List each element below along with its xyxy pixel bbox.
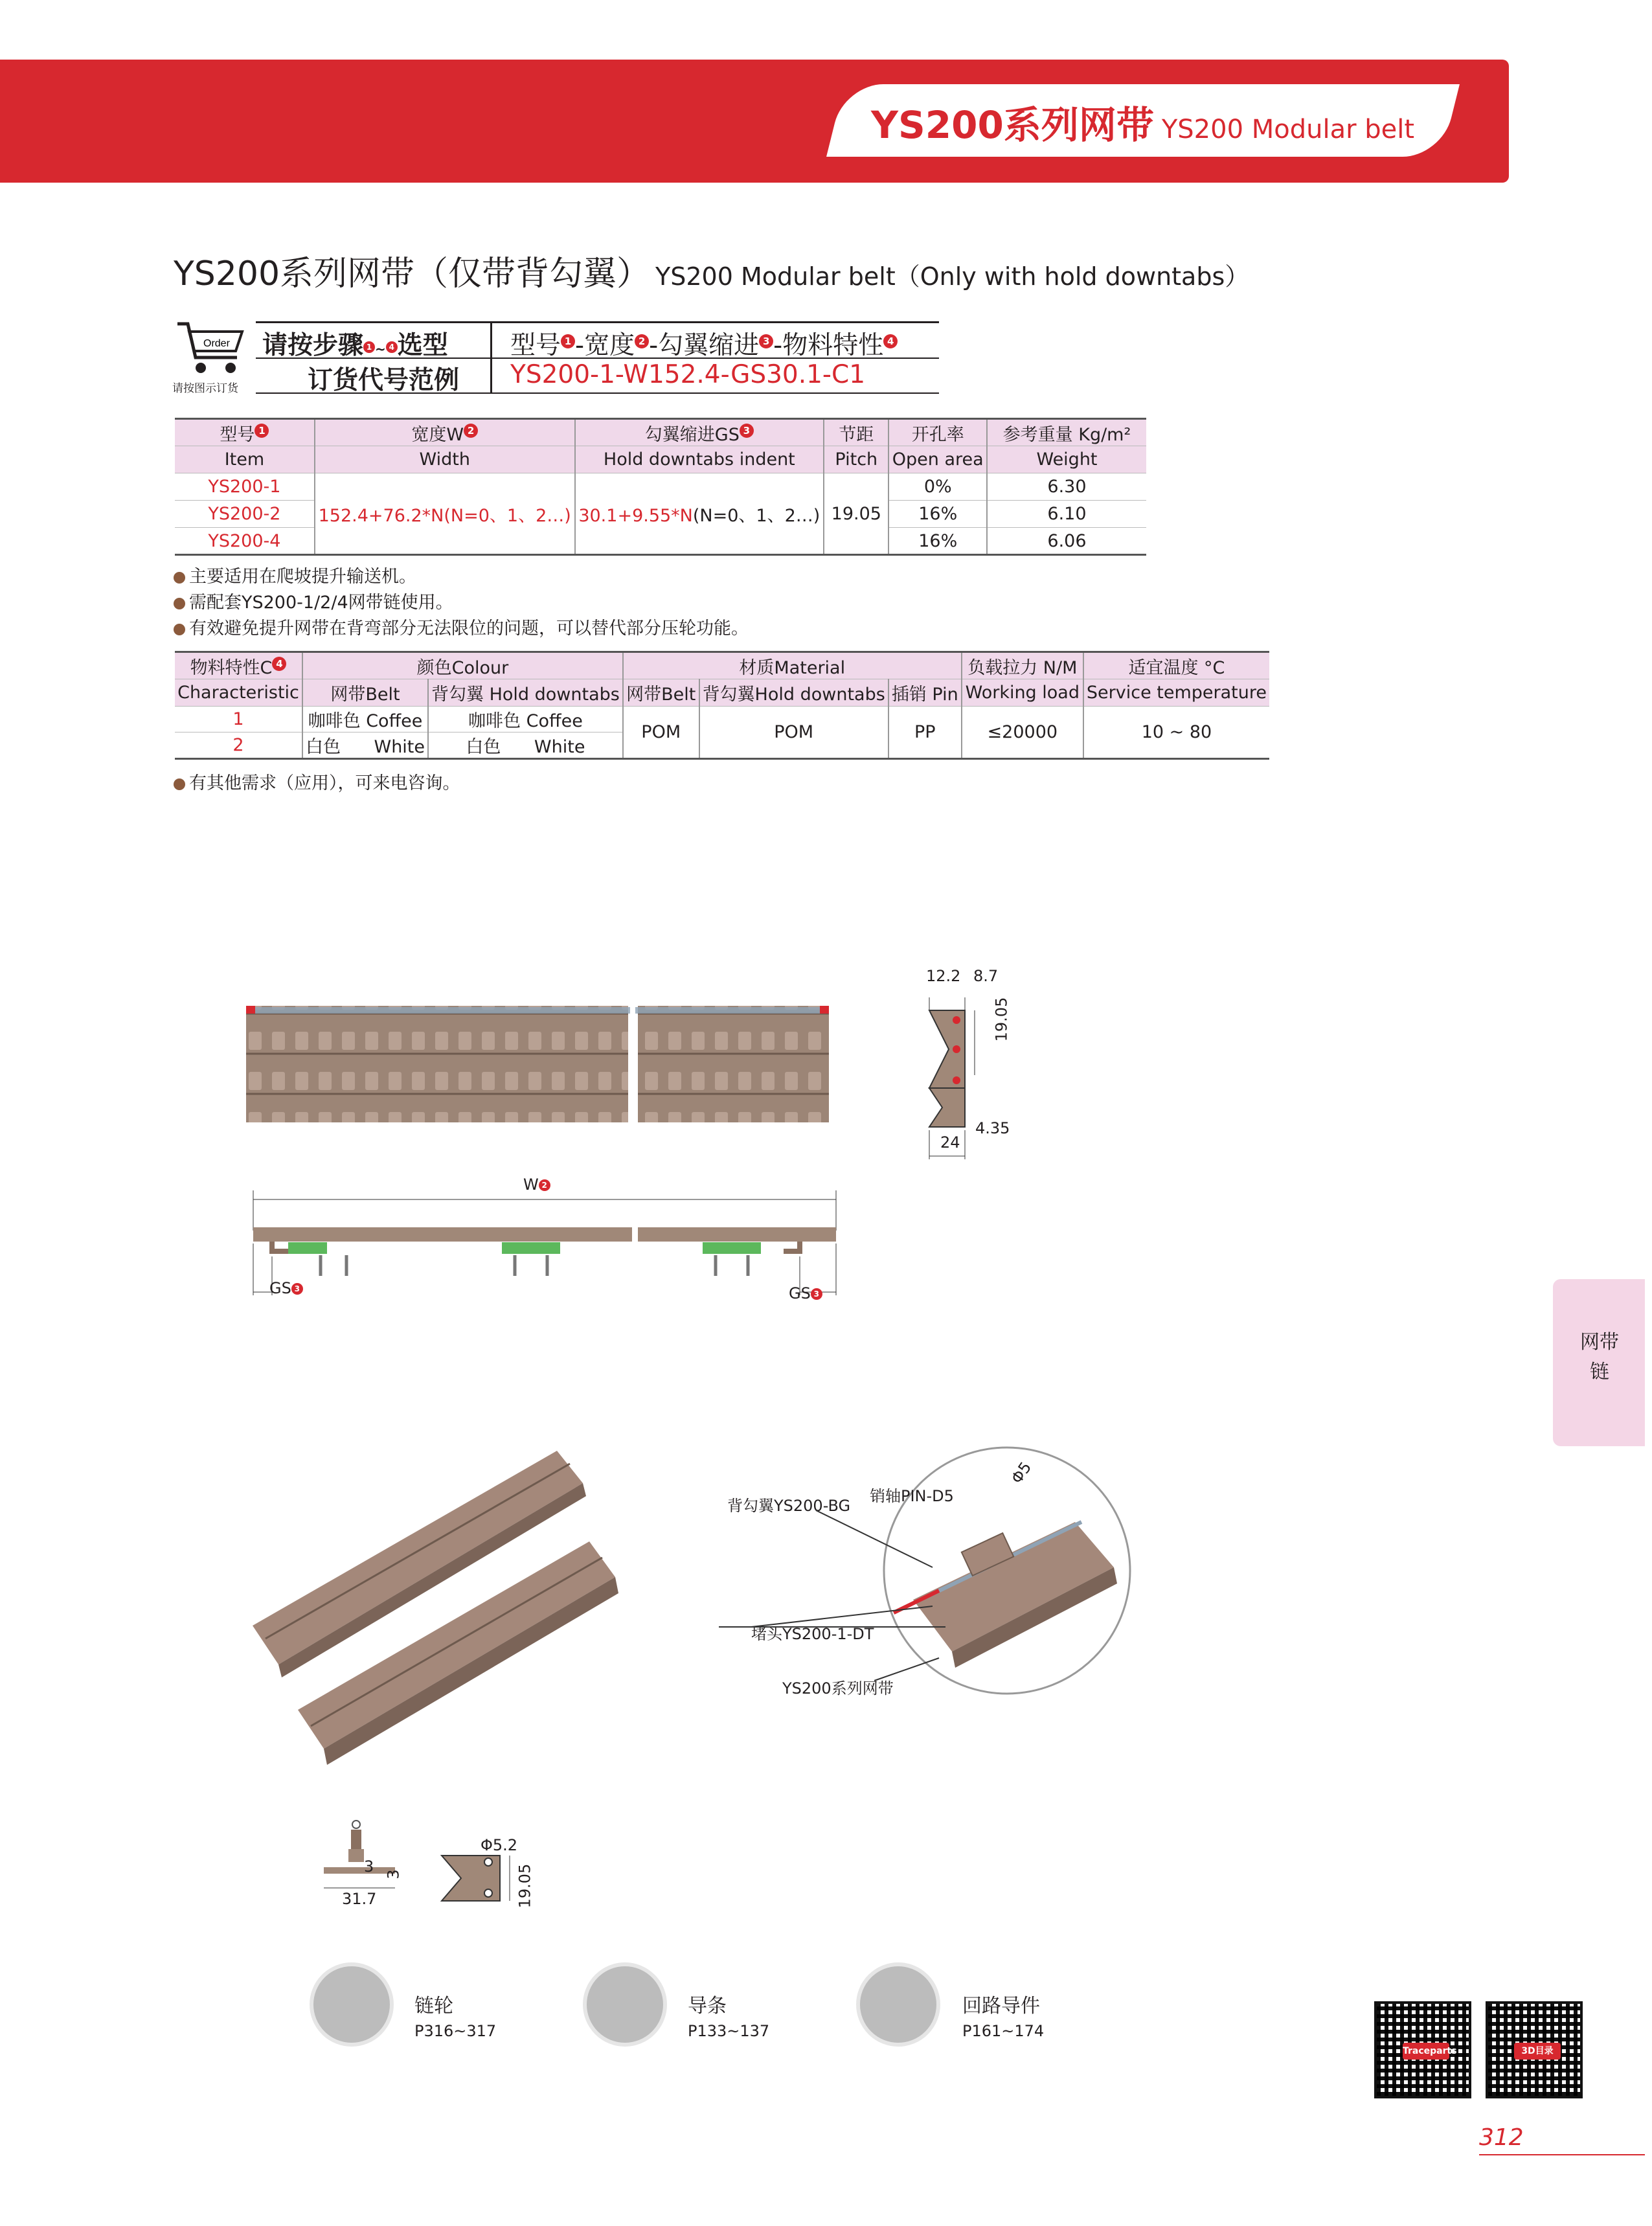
note-3: 有效避免提升网带在背弯部分无法限位的问题，可以替代部分压轮功能。 — [174, 614, 749, 639]
cell-weight: 6.30 — [987, 473, 1146, 501]
cell-open: 16% — [888, 528, 987, 555]
th-char: 物料特性C 4 — [175, 652, 302, 679]
th-colour-belt: 网带Belt — [302, 679, 428, 707]
th-open: 开孔率 — [888, 419, 987, 446]
ref-guide-name[interactable]: 导条 — [688, 1995, 727, 2017]
cell-mat-hold: POM — [699, 707, 888, 759]
th-weight-en: Weight — [987, 446, 1146, 473]
qr-code-traceparts[interactable]: Traceparts — [1374, 2001, 1471, 2098]
th-load-en: Working load — [962, 679, 1083, 707]
cell-weight: 6.10 — [987, 501, 1146, 528]
guide-strip-icon[interactable] — [583, 1962, 667, 2047]
cart-label: Order — [203, 338, 230, 349]
th-weight: 参考重量 Kg/m² — [987, 419, 1146, 446]
ref-return-page: P161~174 — [962, 2022, 1045, 2040]
callout-hold-downtab: 背勾翼YS200-BG — [727, 1497, 851, 1515]
spec-table — [175, 418, 1146, 556]
cell-char: 2 — [175, 733, 302, 759]
callout-pin: 销轴PIN-D5 — [870, 1487, 954, 1505]
dim-gs-left: GS 3 — [269, 1279, 303, 1297]
cell-colour-hold: 咖啡色 Coffee — [428, 707, 623, 733]
dim-3-b: 3 — [384, 1869, 403, 1880]
material-table — [175, 651, 1269, 760]
dim-4-35: 4.35 — [975, 1119, 1010, 1137]
callout-end-cap: 堵头YS200-1-DT — [751, 1625, 874, 1643]
order-step-label: 请按步骤 1 ~ 4 选型 — [262, 331, 448, 360]
th-width: 宽度W 2 — [315, 419, 575, 446]
belt-segment-left — [246, 1006, 628, 1122]
cart-icon — [175, 317, 246, 379]
section-title-en: YS200 Modular belt（Only with hold downtabs） — [655, 262, 1250, 291]
th-colour: 颜色Colour — [302, 652, 623, 679]
bullet-icon — [174, 572, 185, 584]
cell-colour-belt: 咖啡色 Coffee — [302, 707, 428, 733]
dim-gs-right: GS 3 — [789, 1284, 822, 1302]
th-mat-hold: 背勾翼Hold downtabs — [699, 679, 888, 707]
cell-weight: 6.06 — [987, 528, 1146, 555]
dim-3-a: 3 — [364, 1857, 374, 1876]
section-title-cn: YS200系列网带（仅带背勾翼） — [174, 255, 651, 293]
belt-isometric-render — [240, 1431, 641, 1768]
qr-code-3d-catalog[interactable]: 3D目录 — [1486, 2001, 1583, 2098]
bullet-icon — [174, 778, 185, 790]
sprocket-icon[interactable] — [310, 1962, 394, 2047]
order-divider — [490, 321, 492, 392]
ref-sprocket-page: P316~317 — [414, 2022, 497, 2040]
page-number-rule — [1479, 2154, 1645, 2155]
th-pitch-en: Pitch — [824, 446, 888, 473]
dim-8-7: 8.7 — [973, 967, 999, 985]
order-example-code: YS200-1-W152.4-GS30.1-C1 — [510, 360, 866, 389]
cell-colour-hold: 白色 White — [428, 733, 623, 759]
dim-31-7: 31.7 — [342, 1890, 377, 1908]
cell-open: 0% — [888, 473, 987, 501]
cell-gs: 30.1+9.55*N(N=0、1、2…) — [575, 473, 824, 555]
th-item: 型号 1 — [175, 419, 315, 446]
header-title — [871, 95, 1414, 149]
cell-load: ≤20000 — [962, 707, 1083, 759]
page-number: 312 — [1479, 2124, 1524, 2151]
callout-leaders — [719, 1503, 978, 1697]
dim-24: 24 — [940, 1133, 960, 1152]
side-tab-label: 网带链 — [1580, 1331, 1619, 1383]
bullet-icon — [174, 598, 185, 609]
ref-return-name[interactable]: 回路导件 — [962, 1995, 1040, 2017]
cell-mat-belt: POM — [623, 707, 699, 759]
note-2: 需配套YS200-1/2/4网带链使用。 — [174, 588, 453, 613]
th-gs-en: Hold downtabs indent — [575, 446, 824, 473]
th-colour-hold: 背勾翼 Hold downtabs — [428, 679, 623, 707]
header-title-cn: YS200系列网带 — [871, 103, 1154, 147]
cell-open: 16% — [888, 501, 987, 528]
order-example-label: 订货代号范例 — [308, 366, 460, 395]
th-temp-en: Service temperature — [1083, 679, 1269, 707]
note-1: 主要适用在爬坡提升输送机。 — [174, 562, 416, 587]
cell-mat-pin: PP — [888, 707, 962, 759]
dim-19-05: 19.05 — [992, 997, 1011, 1042]
belt-section-view — [249, 1179, 845, 1308]
th-pitch: 节距 — [824, 419, 888, 446]
order-rule-top — [256, 321, 939, 323]
order-formula: 型号 1 -宽度 2 -勾翼缩进 3 -物料特性 4 — [510, 325, 898, 361]
dim-w: W 2 — [523, 1175, 550, 1194]
th-width-en: Width — [315, 446, 575, 473]
cell-temp: 10 ~ 80 — [1083, 707, 1269, 759]
th-mat-pin: 插销 Pin — [888, 679, 962, 707]
ref-sprocket-name[interactable]: 链轮 — [414, 1995, 453, 2017]
callout-belt: YS200系列网带 — [782, 1679, 894, 1698]
return-guide-icon[interactable] — [856, 1962, 940, 2047]
th-gs: 勾翼缩进GS 3 — [575, 419, 824, 446]
th-material: 材质Material — [623, 652, 962, 679]
table-row — [175, 473, 1146, 501]
dim-phi5-2: Φ5.2 — [481, 1836, 518, 1854]
note-4: 有其他需求（应用），可来电咨询。 — [174, 769, 460, 794]
dim-12-2: 12.2 — [926, 967, 961, 985]
belt-top-view — [246, 988, 842, 1137]
cell-item: YS200-4 — [175, 528, 315, 555]
cell-char: 1 — [175, 707, 302, 733]
th-load: 负载拉力 N/M — [962, 652, 1083, 679]
cell-width: 152.4+76.2*N(N=0、1、2…) — [315, 473, 575, 555]
table-row — [175, 707, 1269, 733]
cell-item: YS200-2 — [175, 501, 315, 528]
cart-caption: 请按图示订货 — [172, 382, 238, 395]
section-title — [174, 246, 1249, 295]
ref-guide-page: P133~137 — [688, 2022, 770, 2040]
th-mat-belt: 网带Belt — [623, 679, 699, 707]
header-title-en: YS200 Modular belt — [1161, 115, 1415, 144]
cell-pitch: 19.05 — [824, 473, 888, 555]
dim-19-05-b: 19.05 — [515, 1863, 534, 1909]
th-char-en: Characteristic — [175, 679, 302, 707]
bullet-icon — [174, 624, 185, 635]
th-open-en: Open area — [888, 446, 987, 473]
th-item-en: Item — [175, 446, 315, 473]
th-temp: 适宜温度 °C — [1083, 652, 1269, 679]
cell-colour-belt: 白色 White — [302, 733, 428, 759]
cell-item: YS200-1 — [175, 473, 315, 501]
dim-phi5: Φ5 — [1007, 1458, 1035, 1488]
belt-segment-right — [638, 1006, 829, 1122]
